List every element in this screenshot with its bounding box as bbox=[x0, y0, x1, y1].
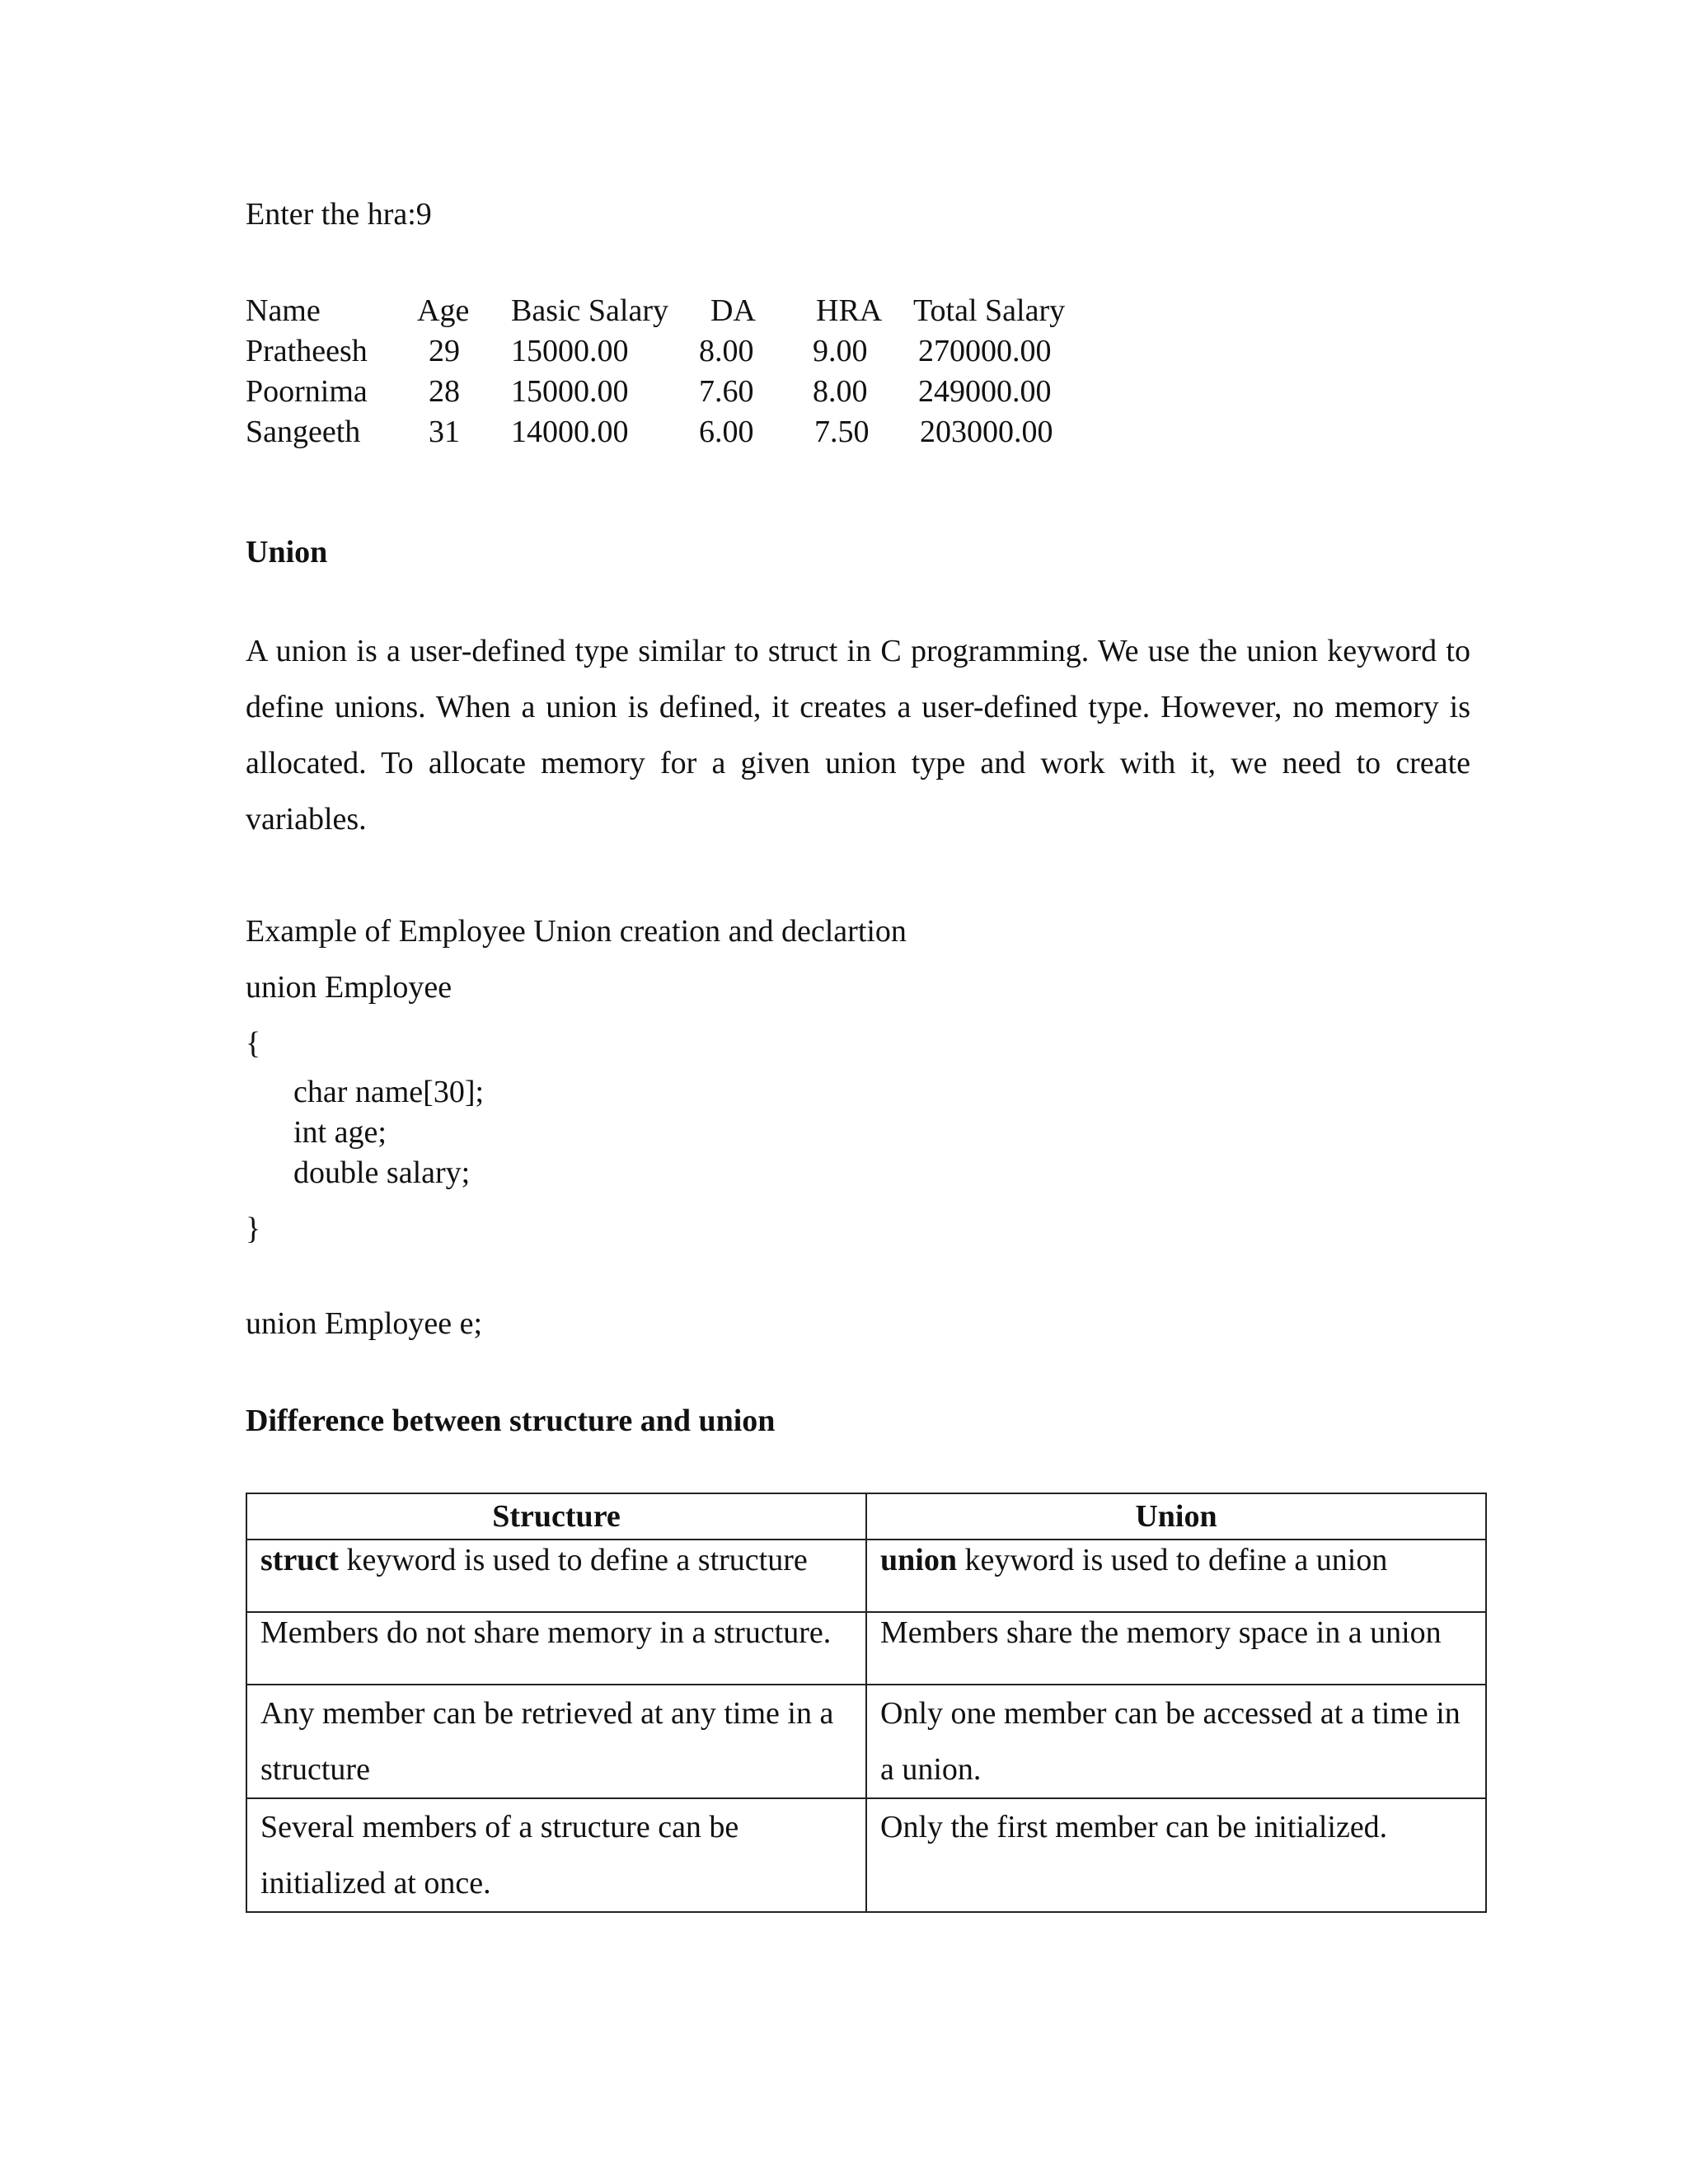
table-cell: Any member can be retrieved at any time in a structure bbox=[246, 1685, 866, 1798]
code-member-line: double salary; bbox=[293, 1155, 471, 1190]
table-cell bbox=[246, 1540, 866, 1612]
table-row bbox=[246, 1798, 1486, 1912]
salary-cell: Pratheesh bbox=[246, 334, 368, 368]
table-cell: Members share the memory space in a union bbox=[866, 1612, 1486, 1685]
salary-cell: 7.50 bbox=[814, 415, 870, 449]
salary-cell: Sangeeth bbox=[246, 415, 361, 449]
salary-cell: Poornima bbox=[246, 374, 368, 409]
salary-header-total: Total Salary bbox=[913, 293, 1066, 328]
salary-header-basic: Basic Salary bbox=[511, 293, 669, 328]
union-heading: Union bbox=[246, 535, 328, 569]
table-cell: Several members of a structure can be initialized at once. bbox=[246, 1798, 866, 1912]
cell-text: keyword is used to define a union bbox=[956, 1543, 1388, 1577]
table-row bbox=[246, 1612, 1486, 1685]
cell-text: keyword is used to define a structure bbox=[338, 1543, 808, 1577]
union-description-paragraph: A union is a user-defined type similar to struct in C programming. We use the union keyword to define unions. When a union is defined, it creates a user-defined type. However, no memory is allocated. To allocate memory for a given union type and work with it, we need to create variables. bbox=[246, 634, 1470, 837]
table-cell bbox=[866, 1540, 1486, 1612]
code-declaration: union Employee e; bbox=[246, 1306, 483, 1341]
salary-cell: 15000.00 bbox=[511, 374, 629, 409]
table-cell: Only the first member can be initialized. bbox=[866, 1798, 1486, 1912]
table-cell: Only one member can be accessed at a time in a union. bbox=[866, 1685, 1486, 1798]
code-member-line: int age; bbox=[293, 1115, 387, 1150]
column-header-union: Union bbox=[866, 1493, 1486, 1540]
salary-cell: 8.00 bbox=[699, 334, 754, 368]
table-header-row bbox=[246, 1493, 1486, 1540]
salary-cell: 270000.00 bbox=[918, 334, 1052, 368]
table-row bbox=[246, 1685, 1486, 1798]
salary-header-da: DA bbox=[710, 293, 756, 328]
salary-cell: 8.00 bbox=[813, 374, 868, 409]
salary-header-age: Age bbox=[417, 293, 470, 328]
example-title: Example of Employee Union creation and declartion bbox=[246, 914, 907, 949]
salary-header-name: Name bbox=[246, 293, 321, 328]
salary-cell: 28 bbox=[429, 374, 460, 409]
keyword-struct: struct bbox=[260, 1543, 339, 1577]
table-row bbox=[246, 1540, 1486, 1612]
code-close-brace: } bbox=[246, 1212, 261, 1246]
salary-cell: 9.00 bbox=[813, 334, 868, 368]
salary-header-hra: HRA bbox=[816, 293, 883, 328]
hra-prompt-text: Enter the hra:9 bbox=[246, 197, 432, 232]
salary-cell: 7.60 bbox=[699, 374, 754, 409]
keyword-union: union bbox=[880, 1543, 957, 1577]
salary-cell: 249000.00 bbox=[918, 374, 1052, 409]
code-open-brace: { bbox=[246, 1026, 261, 1061]
salary-cell: 203000.00 bbox=[920, 415, 1053, 449]
code-member-line: char name[30]; bbox=[293, 1075, 485, 1109]
salary-cell: 31 bbox=[429, 415, 460, 449]
table-cell: Members do not share memory in a structure. bbox=[246, 1612, 866, 1685]
column-header-structure: Structure bbox=[246, 1493, 866, 1540]
salary-cell: 29 bbox=[429, 334, 460, 368]
salary-cell: 15000.00 bbox=[511, 334, 629, 368]
code-union-line: union Employee bbox=[246, 970, 452, 1005]
comparison-table bbox=[246, 1493, 1487, 1913]
salary-cell: 14000.00 bbox=[511, 415, 629, 449]
salary-cell: 6.00 bbox=[699, 415, 754, 449]
difference-heading: Difference between structure and union bbox=[246, 1404, 776, 1438]
